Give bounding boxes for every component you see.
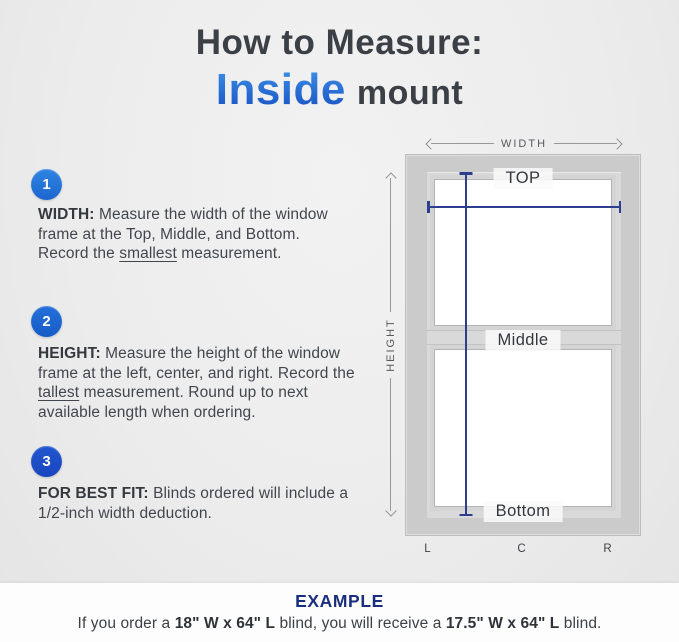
dimension-line-segment xyxy=(390,178,391,312)
example-heading: EXAMPLE xyxy=(295,591,384,611)
step-2-underlined-word: tallest xyxy=(38,384,80,401)
example-received-size: 17.5" W x 64" L xyxy=(445,615,560,632)
window-pane-bottom xyxy=(434,349,612,507)
subtitle-rest: mount xyxy=(356,73,464,112)
step-1-text xyxy=(38,205,340,264)
step-1-underlined-word: smallest xyxy=(119,245,177,262)
example-segment: If you order a xyxy=(77,615,175,632)
step-3-body: Blinds ordered will include a 1/2-inch width deduction. xyxy=(38,485,349,522)
height-measure-line xyxy=(465,173,467,515)
example-segment: blind, you will receive a xyxy=(275,615,446,632)
step-2-body-end: measurement. Round up to next available length when ordering. xyxy=(38,384,308,421)
arrow-down-icon xyxy=(385,505,396,516)
marker-left: L xyxy=(424,543,432,555)
label-top: TOP xyxy=(494,168,553,189)
page-title: How to Measure: xyxy=(195,23,484,62)
height-dimension-line xyxy=(384,174,397,515)
step-2-number: 2 xyxy=(42,313,51,330)
arrow-right-icon xyxy=(611,138,622,149)
width-dimension-line xyxy=(427,137,621,150)
page-header xyxy=(0,24,679,115)
dimension-line-segment xyxy=(431,143,494,144)
step-3-text xyxy=(38,484,373,523)
step-2-label: HEIGHT: xyxy=(38,345,101,362)
page-subtitle xyxy=(0,65,679,115)
example-section xyxy=(0,583,679,642)
height-dimension-label-text: HEIGHT xyxy=(384,317,397,372)
dimension-line-segment xyxy=(554,143,617,144)
width-dimension-label: WIDTH xyxy=(500,137,548,150)
step-3-label: FOR BEST FIT: xyxy=(38,485,149,502)
example-ordered-size: 18" W x 64" L xyxy=(174,615,276,632)
width-measure-line xyxy=(427,206,621,208)
arrow-left-icon xyxy=(425,138,436,149)
step-2-badge xyxy=(31,306,62,337)
height-dimension-label xyxy=(384,312,397,378)
label-bottom: Bottom xyxy=(484,501,563,522)
marker-center: C xyxy=(517,543,527,555)
dimension-line-segment xyxy=(390,378,391,512)
step-3-number: 3 xyxy=(42,453,51,470)
step-1-body: Measure the width of the window frame at the Top, Middle, and Bottom. Record the xyxy=(38,206,328,262)
step-1-body-end: measurement. xyxy=(176,245,282,262)
arrow-up-icon xyxy=(385,172,396,183)
step-2-text xyxy=(38,344,356,422)
example-text xyxy=(0,615,679,633)
step-1-number: 1 xyxy=(42,176,51,193)
window-pane-top xyxy=(434,179,612,326)
subtitle-highlight: Inside xyxy=(215,64,346,114)
step-3-badge xyxy=(31,446,62,477)
step-1-label: WIDTH: xyxy=(38,206,95,223)
step-2-body: Measure the height of the window frame at the left, center, and right. Record the xyxy=(38,345,355,382)
marker-right: R xyxy=(603,543,613,555)
example-segment: blind. xyxy=(559,615,602,632)
label-middle: Middle xyxy=(485,330,560,351)
step-1-badge xyxy=(31,169,62,200)
